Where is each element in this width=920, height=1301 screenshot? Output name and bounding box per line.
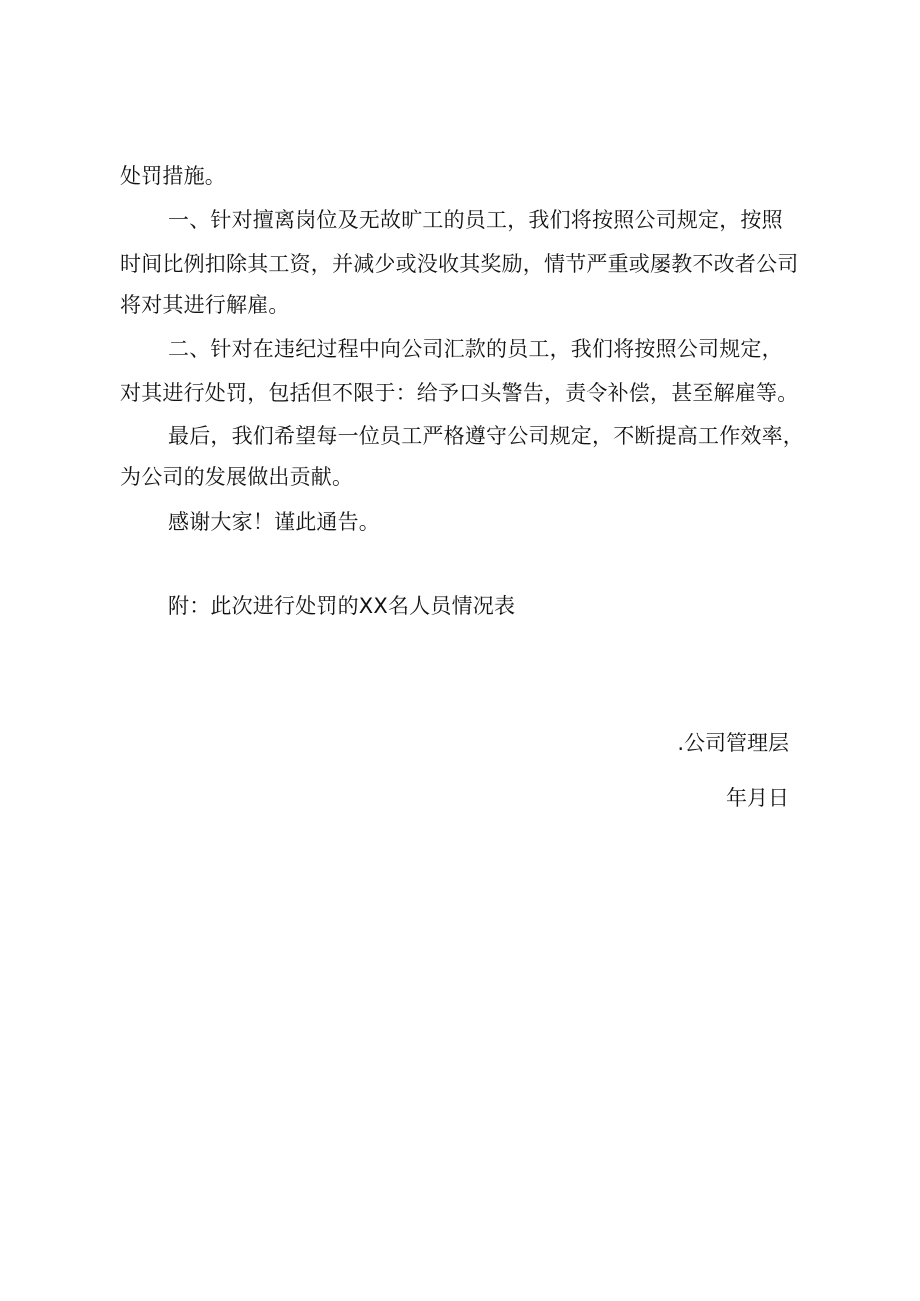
text-line-rule-2-start: 二、针对在违纪过程中向公司汇款的员工，我们将按照公司规定， <box>168 337 783 361</box>
signature-management: .公司管理层 <box>677 731 789 755</box>
text-line-penalty-measures: 处罚措施。 <box>120 164 226 188</box>
text-line-rule-2-end: 对其进行处罚，包括但不限于：给予口头警告，责令补偿，甚至解雇等。 <box>120 381 799 405</box>
text-line-closing-start: 最后，我们希望每一位员工严格遵守公司规定，不断提高工作效率， <box>168 424 804 448</box>
text-line-closing-end: 为公司的发展做出贡献。 <box>120 465 354 489</box>
text-line-rule-1-start: 一、针对擅离岗位及无故旷工的员工，我们将按照公司规定，按照 <box>168 208 783 232</box>
attachment-note: 附：此次进行处罚的XX名人员情况表 <box>168 594 516 618</box>
text-line-rule-1-end: 将对其进行解雇。 <box>120 293 290 317</box>
text-line-thanks: 感谢大家！谨此通告。 <box>168 510 380 534</box>
signature-date: 年月日 <box>726 786 789 810</box>
text-line-rule-1-middle: 时间比例扣除其工资，并减少或没收其奖励，情节严重或屡教不改者公司 <box>120 252 799 276</box>
